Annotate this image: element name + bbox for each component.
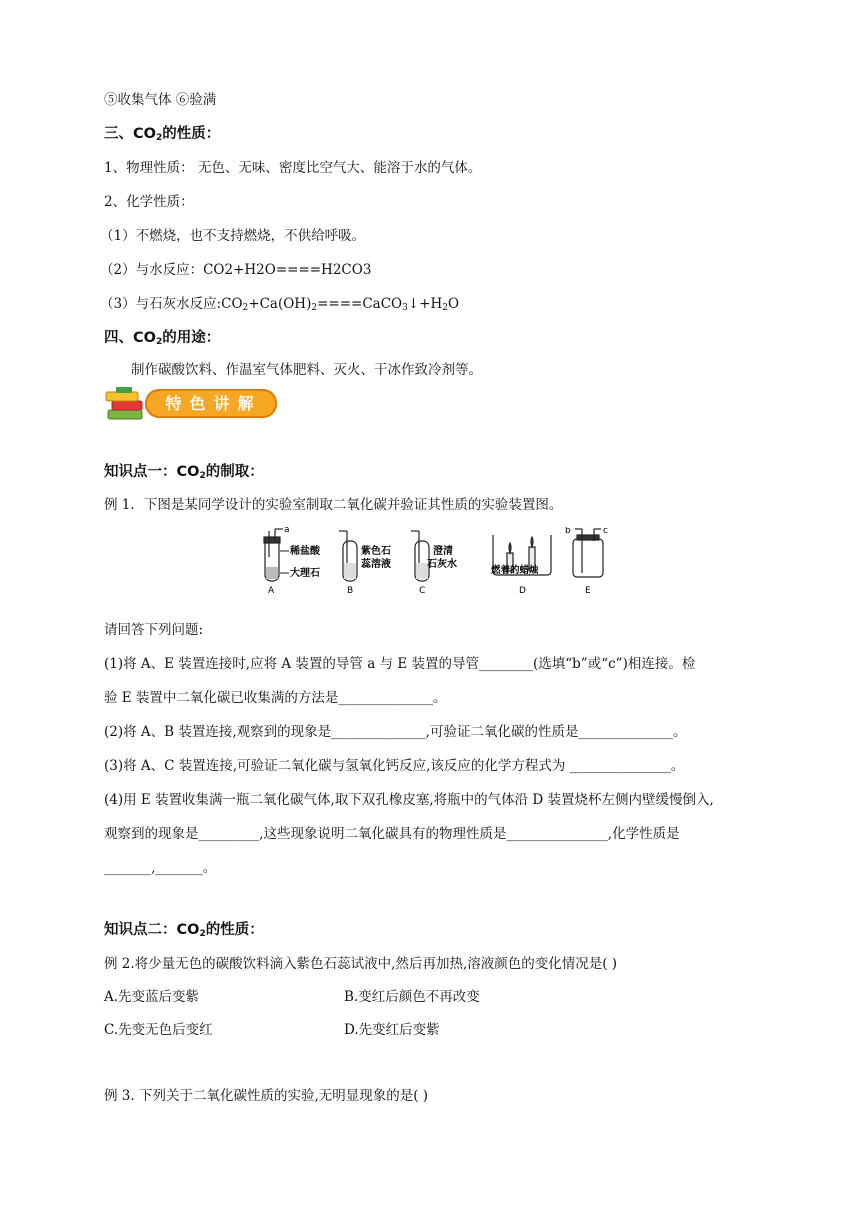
knowledge-point-2-heading: 知识点二：$CO_2$的性质： — [104, 922, 264, 939]
banner-title: 特色讲解 — [165, 394, 262, 413]
caption-a: A — [268, 586, 275, 596]
apparatus-b — [339, 531, 357, 581]
label-candle: 燃着的蜡烛 — [491, 565, 539, 576]
caption-e: E — [585, 586, 591, 596]
question-4-line-3: _______,_______。 — [104, 860, 217, 876]
chemical-properties-title: 2、化学性质： — [104, 194, 194, 210]
apparatus-c — [411, 531, 429, 581]
question-3: (3)将 A、C 装置连接,可验证二氧化碳与氢氧化钙反应,该反应的化学方程式为 _______________。 — [104, 758, 685, 774]
example-3-stem: 例 3. 下列关于二氧化碳性质的实验,无明显现象的是( ) — [104, 1088, 429, 1104]
example-2-stem: 例 2.将少量无色的碳酸饮料滴入紫色石蕊试液中,然后再加热,溶液颜色的变化情况是( ) — [104, 956, 618, 972]
physical-properties: 1、物理性质： 无色、无味、密度比空气大、能溶于水的气体。 — [104, 160, 482, 176]
label-c: c — [603, 527, 608, 536]
caption-c: C — [419, 586, 426, 596]
question-4-line-1: (4)用 E 装置收集满一瓶二氧化碳气体,取下双孔橡皮塞,将瓶中的气体沿 D 装置烧杯左侧内壁缓慢倒入, — [104, 792, 714, 808]
label-litmus-1: 紫色石 — [361, 546, 391, 557]
option-b: B.变红后颜色不再改变 — [344, 989, 480, 1005]
label-marble: 大理石 — [290, 568, 320, 579]
label-lime-2: 石灰水 — [427, 559, 457, 570]
label-litmus-2: 蕊溶液 — [361, 559, 391, 570]
knowledge-point-1-heading: 知识点一：$CO_2$的制取： — [104, 464, 264, 481]
label-acid: 稀盐酸 — [290, 546, 320, 557]
property-item-2: （2）与水反应：CO2+H2O====H2CO3 — [100, 262, 372, 278]
property-item-1: （1）不燃烧，也不支持燃烧，不供给呼吸。 — [100, 228, 366, 244]
question-1-line-1: (1)将 A、E 装置连接时,应将 A 装置的导管 a 与 E 装置的导管________(选填“b”或“c”)相连接。检 — [104, 656, 696, 672]
option-c: C.先变无色后变红 — [104, 1022, 213, 1038]
section-heading-uses: 四、$CO_2$的用途： — [104, 330, 221, 347]
question-2: (2)将 A、B 装置连接,观察到的现象是______________,可验证二氧化碳的性质是______________。 — [104, 724, 687, 740]
question-4-line-2: 观察到的现象是_________,这些现象说明二氧化碳具有的物理性质是_______________,化学性质是 — [104, 826, 680, 842]
option-d: D.先变红后变紫 — [344, 1022, 440, 1038]
option-a: A.先变蓝后变紫 — [104, 989, 200, 1005]
label-a: a — [284, 527, 290, 535]
apparatus-e — [573, 529, 603, 577]
example-1-stem: 例 1．下图是某同学设计的实验室制取二氧化碳并验证其性质的实验装置图。 — [104, 497, 563, 513]
label-lime-1: 澄清 — [433, 546, 453, 557]
property-item-3: （3）与石灰水反应$:CO_2+Ca(OH)_2====CaCO_3↓+H_2O$ — [100, 296, 460, 313]
apparatus-figure — [255, 527, 610, 597]
section-heading-properties: 三、$CO_2$的性质： — [104, 126, 221, 143]
feature-banner — [104, 386, 280, 426]
step-line: ⑤收集气体 ⑥验满 — [104, 92, 217, 108]
example-1-prompt: 请回答下列问题: — [104, 622, 204, 638]
caption-b: B — [347, 586, 354, 596]
question-1-line-2: 验 E 装置中二氧化碳已收集满的方法是______________。 — [104, 690, 447, 706]
uses-text: 制作碳酸饮料、作温室气体肥料、灭火、干冰作致冷剂等。 — [131, 362, 482, 378]
caption-d: D — [519, 586, 526, 596]
label-b: b — [565, 527, 571, 536]
